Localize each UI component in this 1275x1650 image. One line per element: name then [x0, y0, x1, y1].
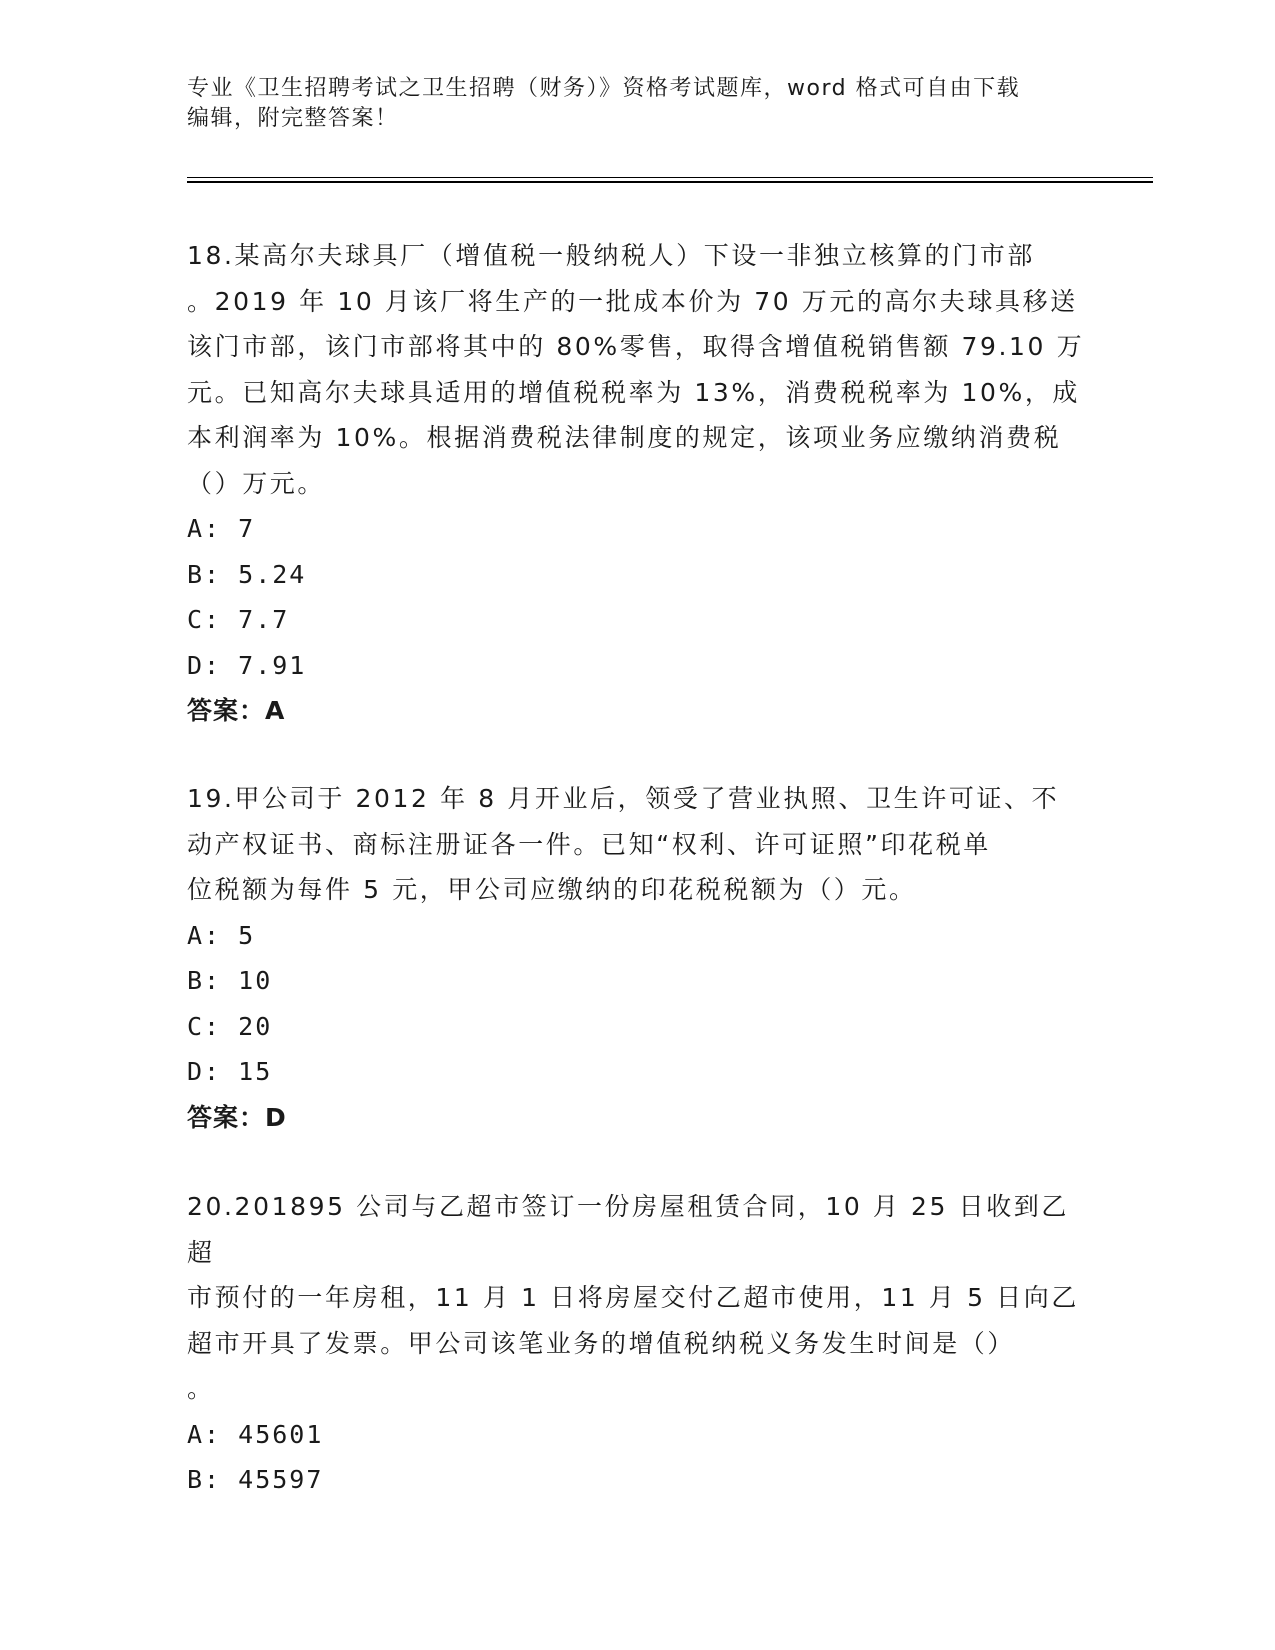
answer-label: 答案：D [187, 1102, 287, 1132]
option-d: D: 7.91 [187, 650, 307, 680]
question-18 [187, 233, 1087, 734]
option-a: A: 45601 [187, 1419, 324, 1449]
option-c: C: 7.7 [187, 605, 290, 634]
option-d: D: 15 [187, 1057, 273, 1086]
question-stem: 18.某高尔夫球具厂（增值税一般纳税人）下设一非独立核算的门市部 。2019 年 10 月该厂将生产的一批成本价为 70 万元的高尔夫球具移送 该门市部，该门市部将其中的 80%零售，取得含增值税销售额 79.10 万 元。已知高尔夫球具适用的增值税税率为 13%，消费税税率为 10%，成 本利润率为 10%。根据消费税法律制度的规定，该项业务应缴纳消费税 （）万元。 [187, 241, 1085, 498]
header-line-2: 编辑，附完整答案！ [187, 106, 399, 131]
question-stem: 20.201895 公司与乙超市签订一份房屋租赁合同，10 月 25 日收到乙超 市预付的一年房租，11 月 1 日将房屋交付乙超市使用，11 月 5 日向乙 超市开具了发票。甲公司该笔业务的增值税纳税义务发生时间是（） 。 [187, 1192, 1079, 1403]
option-b: B: 10 [187, 966, 273, 995]
option-b: B: 45597 [187, 1465, 324, 1494]
option-a: A: 5 [187, 920, 256, 950]
question-20 [187, 1184, 1087, 1503]
option-a: A: 7 [187, 514, 256, 543]
header-divider-thick [187, 181, 1153, 183]
document-header [187, 74, 1087, 134]
option-c: C: 20 [187, 1011, 273, 1041]
header-divider-thin [187, 177, 1153, 178]
question-stem: 19.甲公司于 2012 年 8 月开业后，领受了营业执照、卫生许可证、不 动产权证书、商标注册证各一件。已知“权利、许可证照”印花税单 位税额为每件 5 元，甲公司应缴纳的印花税税额为（）元。 [187, 784, 1060, 904]
option-b: B: 5.24 [187, 559, 307, 589]
answer-label: 答案：A [187, 696, 286, 725]
question-19 [187, 776, 1087, 1140]
header-line-1: 专业《卫生招聘考试之卫生招聘（财务）》资格考试题库，word 格式可自由下载 [187, 76, 1021, 101]
